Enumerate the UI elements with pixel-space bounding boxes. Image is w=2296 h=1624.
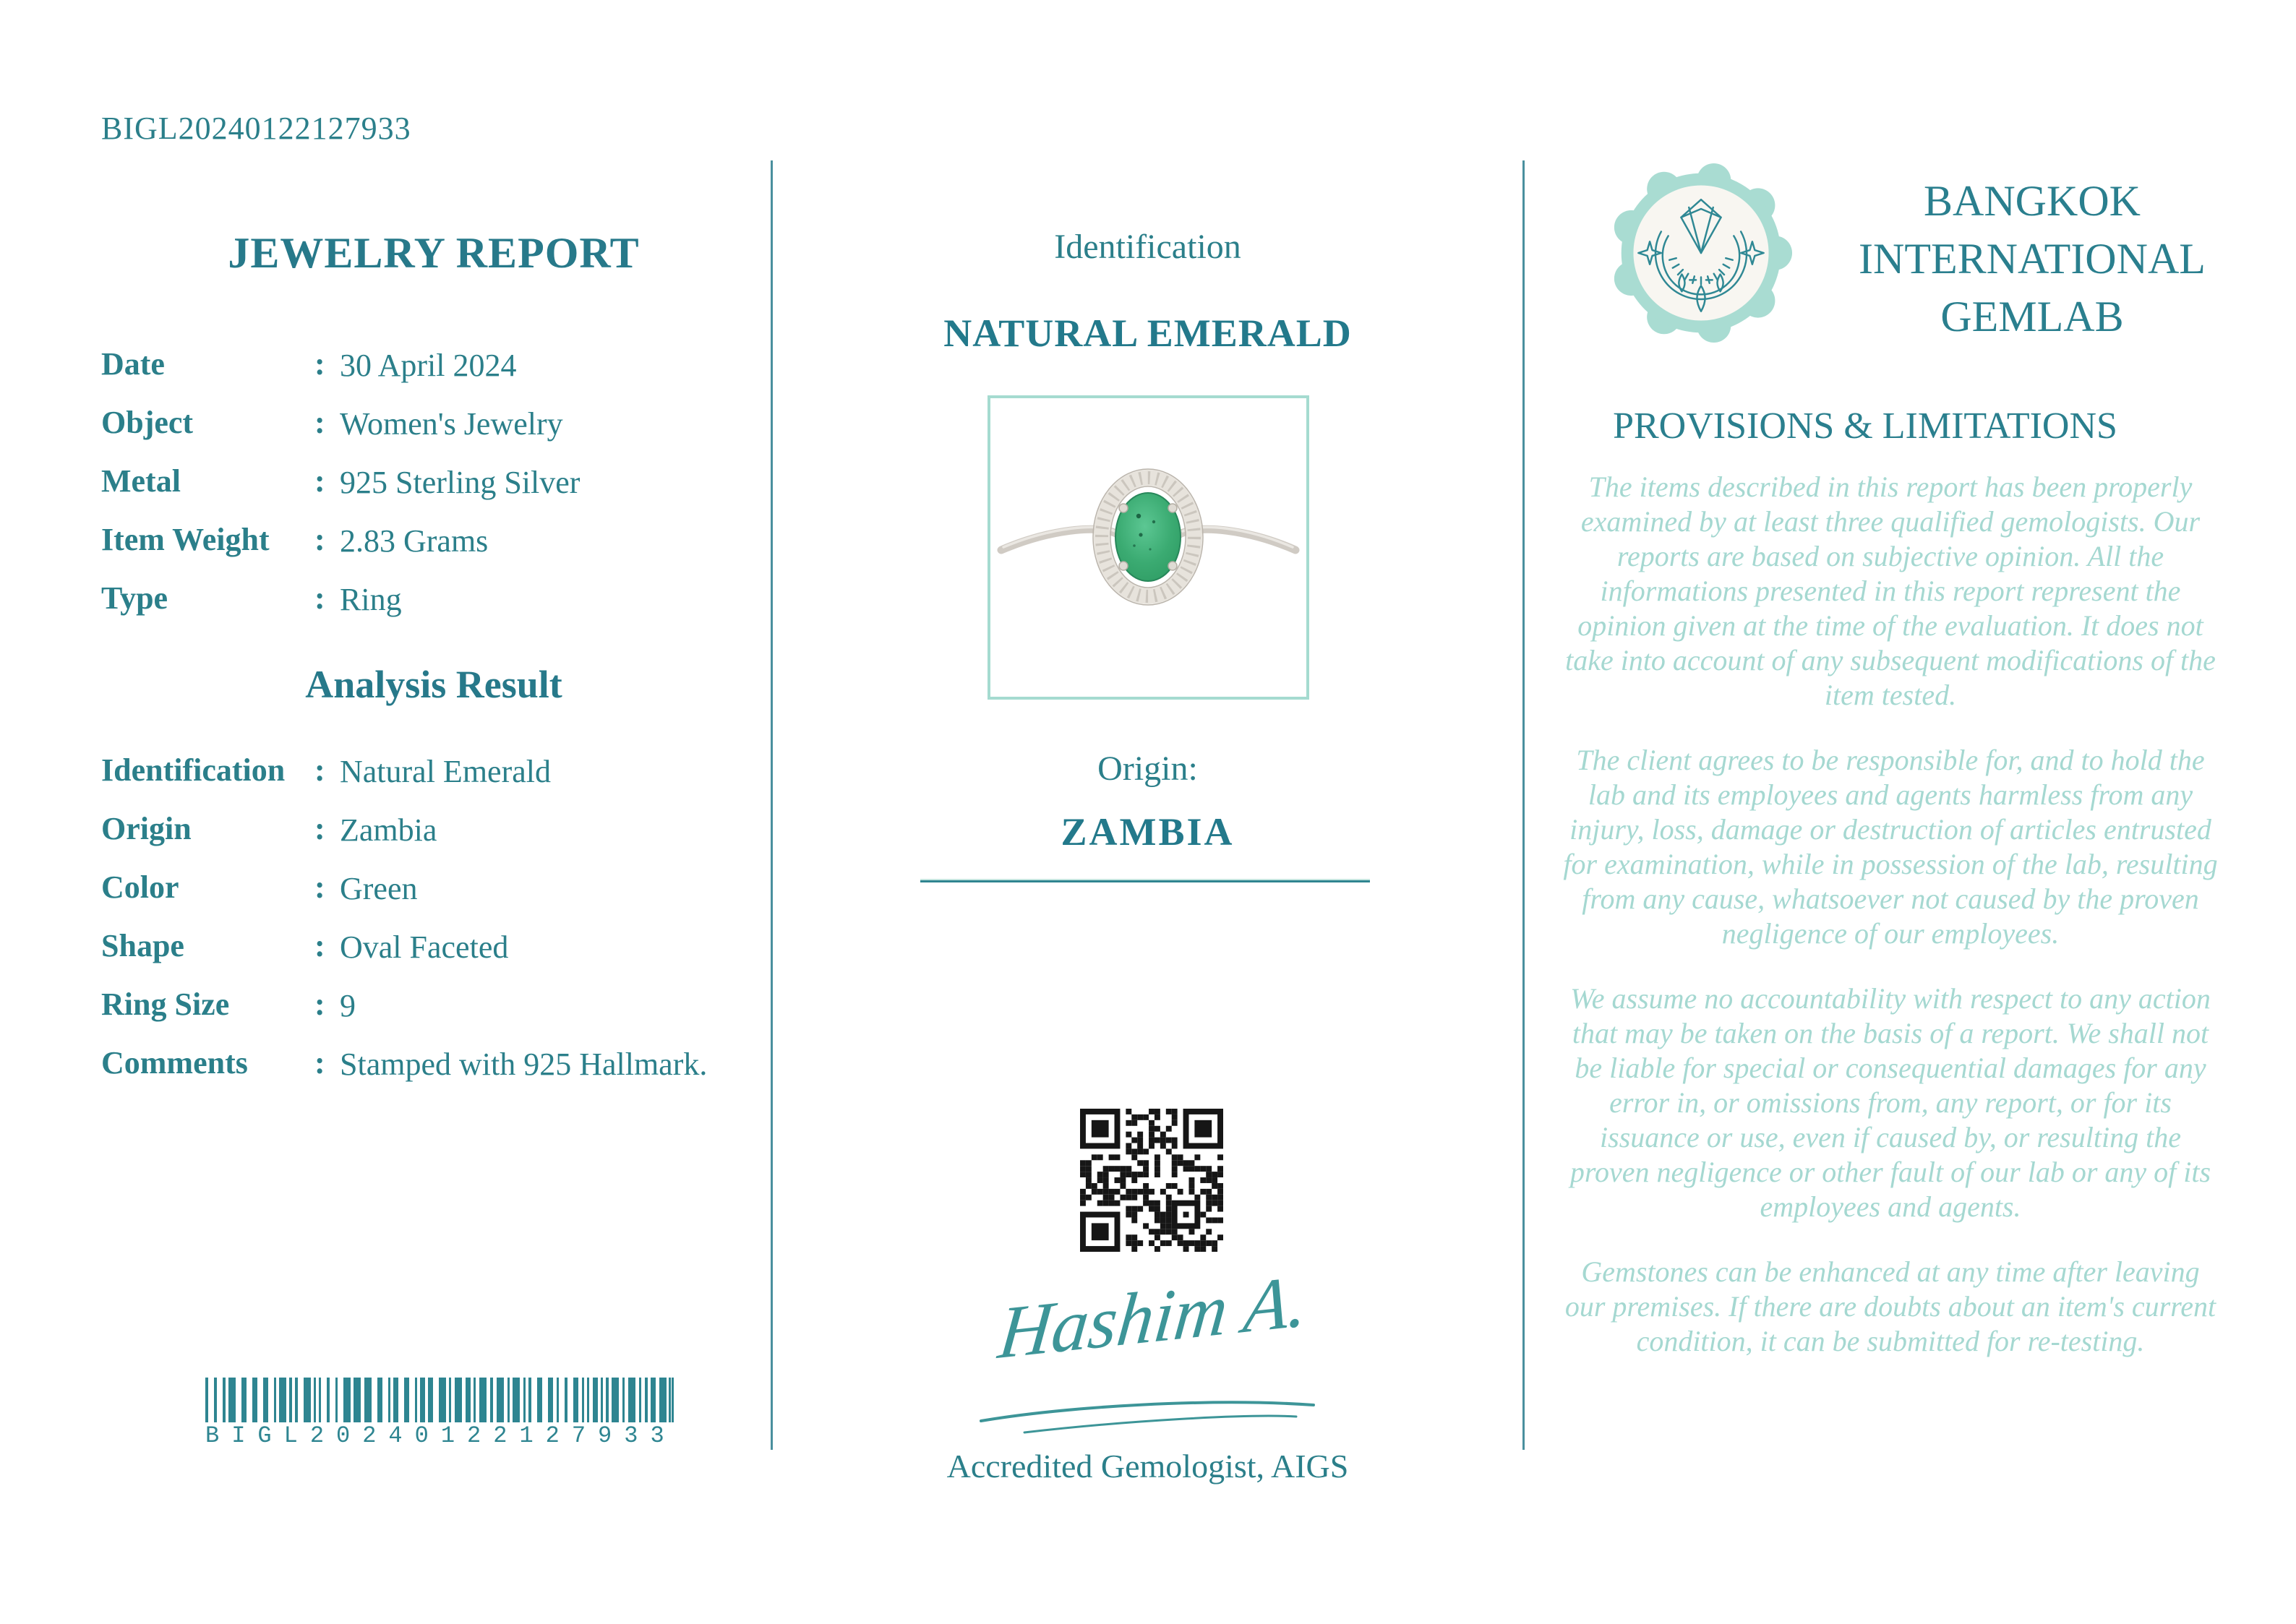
field-label: Comments: [101, 1045, 248, 1080]
field-value: Women's Jewelry: [340, 406, 563, 442]
qr-code-icon: [1080, 1109, 1223, 1252]
field-colon: :: [314, 405, 325, 440]
origin-divider: [920, 879, 1370, 882]
field-value: Green: [340, 871, 418, 906]
field-value: 30 April 2024: [340, 348, 517, 383]
barcode: [205, 1378, 711, 1422]
field-row-item-weight: [101, 521, 752, 580]
field-label: Origin: [101, 811, 192, 846]
field-row-metal: [101, 463, 752, 521]
field-colon: :: [314, 752, 325, 788]
field-label: Color: [101, 869, 179, 905]
provisions-title: PROVISIONS & LIMITATIONS: [1613, 405, 2117, 447]
ring-photo: [988, 395, 1309, 700]
field-label: Type: [101, 580, 168, 616]
field-label: Item Weight: [101, 522, 270, 557]
qr-code: [1080, 1109, 1223, 1252]
field-value: 925 Sterling Silver: [340, 465, 581, 500]
field-label: Metal: [101, 463, 181, 499]
field-value: Ring: [340, 582, 402, 617]
barcode-bars-icon: [205, 1378, 674, 1422]
field-colon: :: [314, 928, 325, 963]
field-label: Object: [101, 405, 194, 440]
origin-value: ZAMBIA: [1061, 810, 1235, 854]
field-label: Shape: [101, 928, 184, 963]
origin-heading: Origin:: [1097, 749, 1198, 788]
lab-name-line: BANGKOK: [1924, 177, 2141, 225]
field-colon: :: [314, 987, 325, 1022]
signer-title: Accredited Gemologist, AIGS: [946, 1448, 1349, 1485]
field-row-color: [101, 869, 752, 927]
field-value: 9: [340, 988, 356, 1023]
field-colon: :: [314, 463, 325, 499]
signature-name: Hashim A.: [994, 1259, 1312, 1375]
field-row-origin: [101, 810, 752, 869]
field-value: Natural Emerald: [340, 754, 551, 789]
field-label: Ring Size: [101, 987, 230, 1022]
field-label: Identification: [101, 752, 286, 788]
analysis-result-title: Analysis Result: [305, 663, 562, 706]
emerald-ring-illustration: [990, 398, 1306, 697]
field-value: Oval Faceted: [340, 929, 509, 965]
field-colon: :: [314, 580, 325, 616]
field-row-comments: [101, 1044, 752, 1103]
lab-name: [1847, 172, 2217, 345]
report-number: BIGL20240122127933: [101, 111, 411, 146]
field-row-shape: [101, 927, 752, 986]
provision-paragraph: The client agrees to be responsible for, and to hold the lab and its employees and agents harmless from any injury, loss, damage or destruction of articles entrusted for examination, while in possession of the lab, resulting from any cause, whatsoever not caused by the proven negligence of our employees.: [1563, 744, 2218, 950]
field-colon: :: [314, 346, 325, 382]
provisions-paragraphs: [1558, 470, 2223, 1389]
field-value: Zambia: [340, 812, 437, 848]
identification-heading: Identification: [1054, 228, 1241, 266]
page-title: JEWELRY REPORT: [228, 229, 640, 277]
report-details-table: [101, 345, 752, 638]
provision-paragraph: We assume no accountability with respect to any action that may be taken on the basis of a report. We shall not be liable for special or consequential damages for any error in, or omissions from, any report, or for its issuance or use, even if caused by, or resulting the proven negligence or other fault of our lab or any of its employees and agents.: [1569, 982, 2211, 1223]
barcode-text: BIGL20240122127933: [205, 1422, 677, 1449]
signature-flourish-icon: [972, 1396, 1334, 1440]
field-row-identification: [101, 752, 752, 810]
field-colon: :: [314, 869, 325, 905]
field-label: Date: [101, 346, 165, 382]
field-colon: :: [314, 522, 325, 557]
lab-name-line: INTERNATIONAL: [1859, 235, 2206, 283]
provision-paragraph: The items described in this report has been properly examined by at least three qualified gemologists. Our reports are based on subjective opinion. All the informations presented in this report represent the opinion given at the time of the evaluation. It does not take into account of any subsequent modifications of the item tested.: [1565, 471, 2216, 711]
gemologist-signature: [965, 1259, 1341, 1440]
lab-name-line: GEMLAB: [1940, 293, 2124, 340]
analysis-result-table: [101, 752, 752, 1103]
field-row-type: [101, 580, 752, 638]
field-row-object: [101, 404, 752, 463]
field-colon: :: [314, 811, 325, 846]
field-colon: :: [314, 1045, 325, 1080]
provision-paragraph: Gemstones can be enhanced at any time after leaving our premises. If there are doubts about an item's current condition, it can be submitted for re-testing.: [1564, 1255, 2216, 1357]
field-value: 2.83 Grams: [340, 523, 489, 559]
gem-name: NATURAL EMERALD: [943, 312, 1352, 355]
gemlab-logo-icon: [1609, 160, 1794, 349]
field-row-date: [101, 345, 752, 404]
field-row-ring-size: [101, 986, 752, 1044]
field-value: Stamped with 925 Hallmark.: [340, 1047, 708, 1082]
